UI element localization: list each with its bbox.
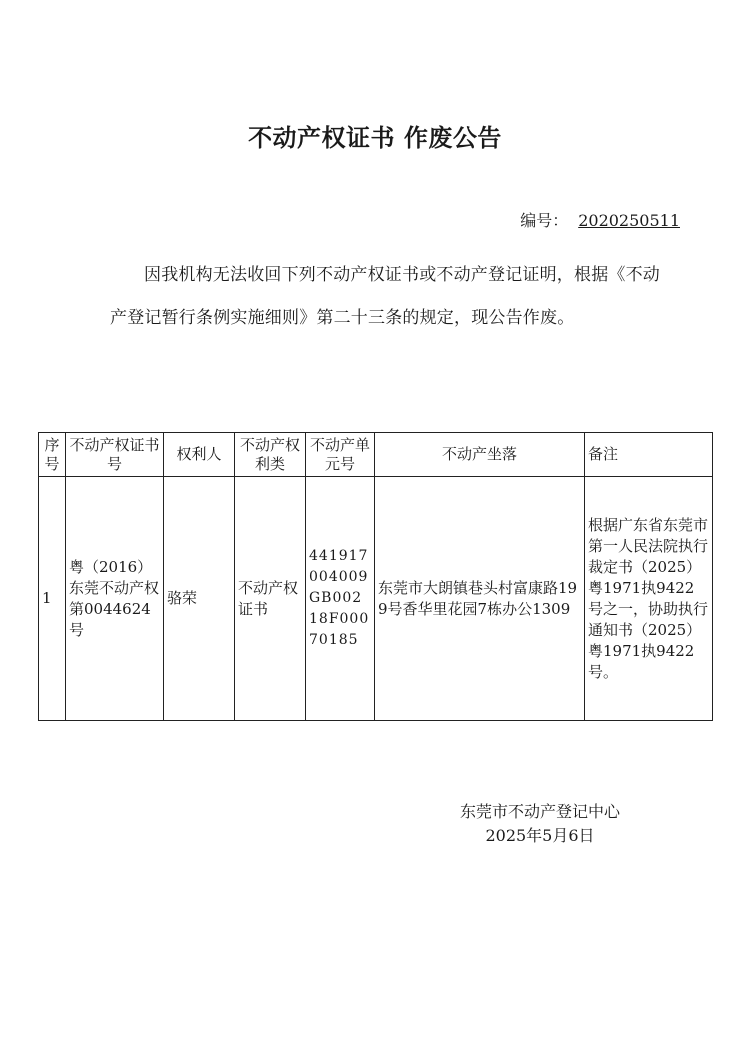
cell-right-type: 不动产权证书: [235, 477, 306, 721]
document-number-label: 编号：: [520, 211, 569, 230]
void-certificate-table: [38, 432, 713, 721]
header-seq: 序号: [39, 433, 66, 477]
cell-unit-no: 441917004009GB00218F00070185: [306, 477, 375, 721]
header-unit-no: 不动产单元号: [306, 433, 375, 477]
notice-body: 因我机构无法收回下列不动产权证书或不动产登记证明，根据《不动产登记暂行条例实施细则》第二十三条的规定，现公告作废。: [110, 265, 660, 328]
notice-title: 不动产权证书 作废公告: [248, 124, 502, 152]
header-holder: 权利人: [164, 433, 235, 477]
signoff-date: 2025年5月6日: [485, 826, 595, 845]
header-remark: 备注: [585, 433, 713, 477]
header-cert-no: 不动产权证书号: [66, 433, 164, 477]
table-header-row: [39, 433, 713, 477]
signoff-org: 东莞市不动产登记中心: [459, 802, 620, 821]
header-right-type: 不动产权利类: [235, 433, 306, 477]
cell-remark: 根据广东省东莞市第一人民法院执行裁定书（2025）粤1971执9422号之一，协助执行通知书（2025）粤1971执9422号。: [585, 477, 713, 721]
document-number: [520, 208, 680, 231]
signoff: [440, 800, 640, 848]
cell-location: 东莞市大朗镇巷头村富康路199号香华里花园7栋办公1309: [375, 477, 585, 721]
header-location: 不动产坐落: [375, 433, 585, 477]
cell-seq: 1: [39, 477, 66, 721]
cell-cert-no: 粤（2016）东莞不动产权第0044624号: [66, 477, 164, 721]
document-number-value: 2020250511: [578, 211, 680, 230]
cell-holder: 骆荣: [164, 477, 235, 721]
table-row: [39, 477, 713, 721]
